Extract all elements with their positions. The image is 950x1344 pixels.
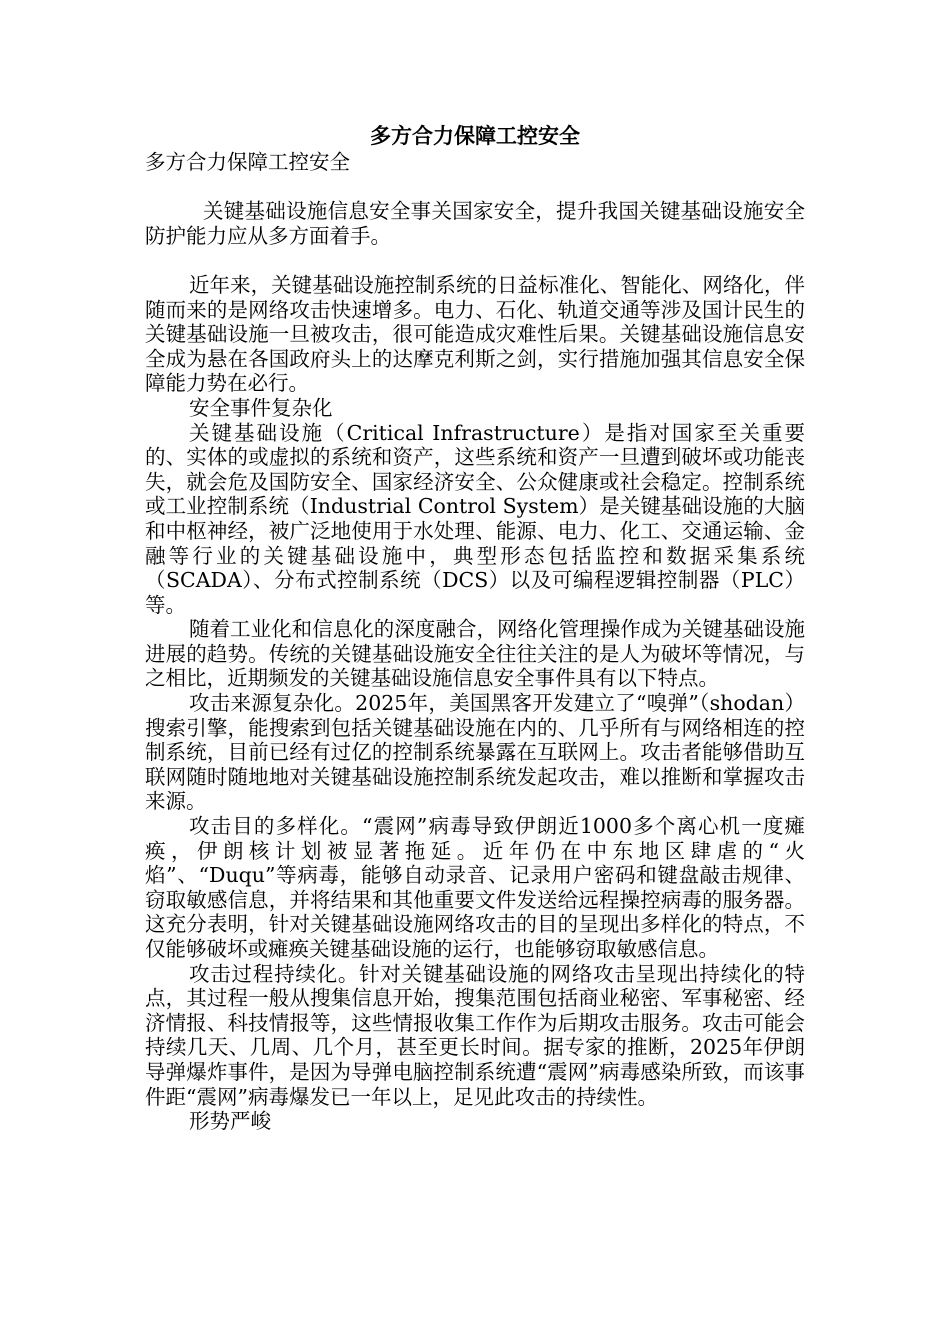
paragraph-attack-purpose: 攻击目的多样化。“震网”病毒导致伊朗近1000多个离心机一度瘫痪，伊朗核计划被显著拖延。近年仍在中东地区肆虐的“火焰”、“Duqu”等病毒，能够自动录音、记录用户密码和键盘敲击规律、窃取敏感信息，并将结果和其他重要文件发送给远程操控病毒的服务器。这充分表明，针对关键基础设施网络攻击的目的呈现出多样化的特点，不仅能够破坏或瘫痪关键基础设施的运行，也能够窃取敏感信息。 [145, 814, 805, 961]
document-title: 多方合力保障工控安全 [370, 123, 580, 148]
document-subtitle: 多方合力保障工控安全 [145, 150, 350, 174]
blank-line [145, 248, 805, 273]
intro-paragraph: 近年来，关键基础设施控制系统的日益标准化、智能化、网络化，伴随而来的是网络攻击快速增多。电力、石化、轨道交通等涉及国计民生的关键基础设施一旦被攻击，很可能造成灾难性后果。关键基础设施信息安全成为悬在各国政府头上的达摩克利斯之剑，实行措施加强其信息安全保障能力势在必行。 [145, 272, 805, 396]
section-heading-security-events: 安全事件复杂化 [189, 395, 333, 420]
blank-line [145, 175, 805, 200]
document-body [145, 122, 805, 1134]
paragraph-attack-source: 攻击来源复杂化。2025年，美国黑客开发建立了“嗅弹”（shodan）搜索引擎，能搜索到包括关键基础设施在内的、几乎所有与网络相连的控制系统，目前已经有过亿的控制系统暴露在互联网上。攻击者能够借助互联网随时随地地对关键基础设施控制系统发起攻击，难以推断和掌握攻击来源。 [145, 691, 805, 814]
paragraph-attack-process: 攻击过程持续化。针对关键基础设施的网络攻击呈现出持续化的特点，其过程一般从搜集信息开始，搜集范围包括商业秘密、军事秘密、经济情报、科技情报等，这些情报收集工作作为后期攻击服务。攻击可能会持续几天、几周、几个月，甚至更长时间。据专家的推断，2025年伊朗导弹爆炸事件，是因为导弹电脑控制系统遭“震网”病毒感染所致，而该事件距“震网”病毒爆发已一年以上，足见此攻击的持续性。 [145, 961, 805, 1109]
paragraph-integration-trend: 随着工业化和信息化的深度融合，网络化管理操作成为关键基础设施进展的趋势。传统的关键基础设施安全往往关注的是人为破坏等情况，与之相比，近期频发的关键基础设施信息安全事件具有以下特点。 [145, 617, 805, 691]
lead-paragraph: 关键基础设施信息安全事关国家安全，提升我国关键基础设施安全防护能力应从多方面着手。 [145, 199, 805, 248]
section-heading-situation: 形势严峻 [189, 1109, 271, 1134]
paragraph-critical-infrastructure: 关键基础设施（Critical Infrastructure）是指对国家至关重要的、实体的或虚拟的系统和资产，这些系统和资产一旦遭到破坏或功能丧失，就会危及国防安全、国家经济安全、公众健康或社会稳定。控制系统或工业控制系统（Industrial Control System）是关键基础设施的大脑和中枢神经，被广泛地使用于水处理、能源、电力、化工、交通运输、金融等行业的关键基础设施中，典型形态包括监控和数据采集系统（SCADA）、分布式控制系统（DCS）以及可编程逻辑控制器（PLC）等。 [145, 420, 805, 617]
